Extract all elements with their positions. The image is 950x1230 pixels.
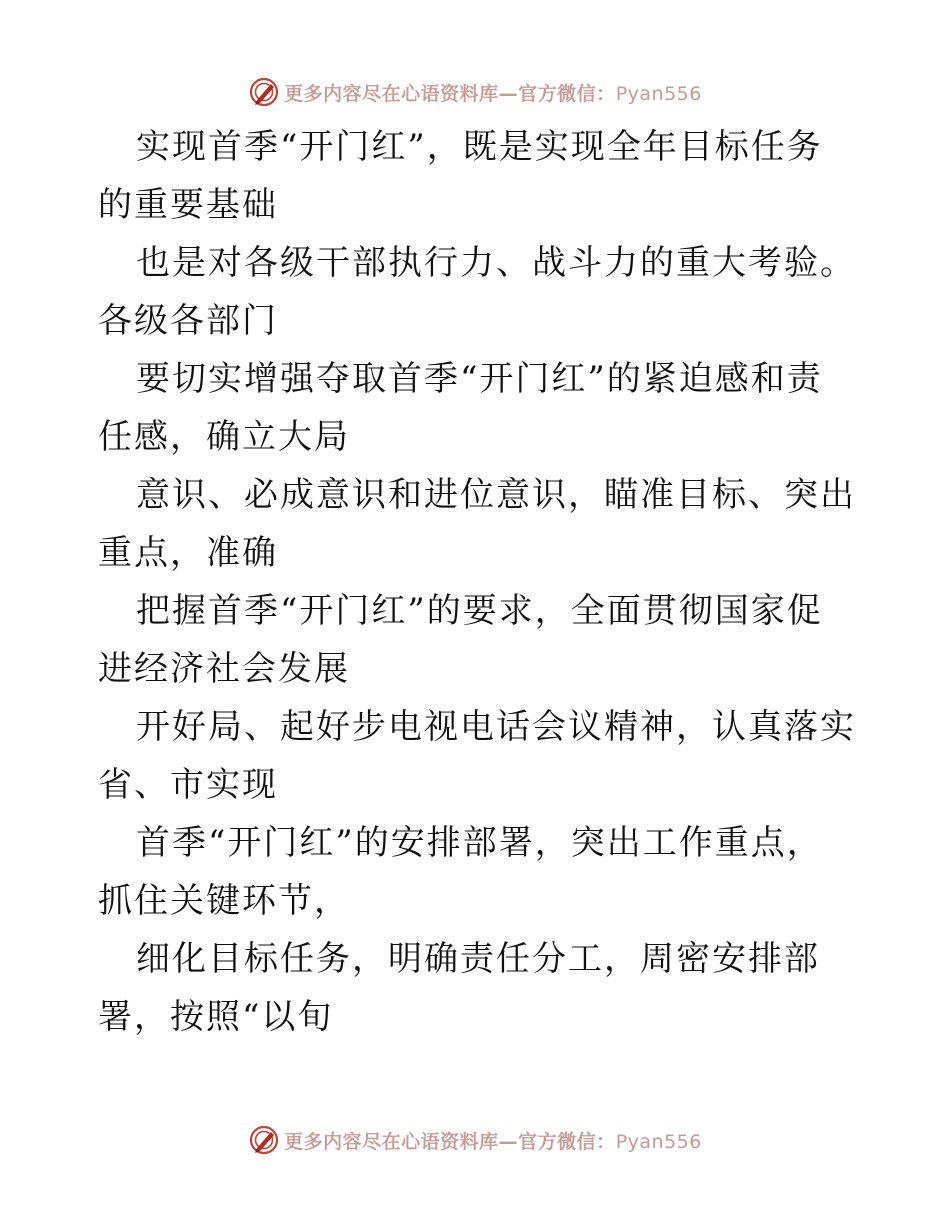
- header-wechat-id: Pyan556: [615, 82, 702, 105]
- footer-banner: [0, 1120, 950, 1160]
- paragraph: 把握首季“开门红”的要求，全面贯彻国家促进经济社会发展: [98, 591, 823, 689]
- paragraph: 也是对各级干部执行力、战斗力的重大考验。各级各部门: [98, 243, 856, 341]
- footer-wechat-id: Pyan556: [615, 1130, 702, 1153]
- paragraph: 细化目标任务，明确责任分工，周密安排部署，按照“以旬: [98, 939, 820, 1037]
- header-banner-text: [284, 79, 702, 106]
- document-body: [98, 118, 858, 1046]
- footer-banner-main: 更多内容尽在心语资料库: [284, 1130, 499, 1153]
- paragraph: 要切实增强夺取首季“开门红”的紧迫感和责任感，确立大局: [98, 359, 823, 457]
- pen-logo-icon: [248, 1124, 280, 1156]
- paragraph: 开好局、起好步电视电话会议精神，认真落实省、市实现: [98, 707, 856, 805]
- footer-banner-text: [284, 1127, 702, 1154]
- paragraph: 意识、必成意识和进位意识，瞄准目标、突出重点，准确: [98, 475, 856, 573]
- header-banner-sub: —官方微信：: [498, 82, 616, 105]
- header-banner-main: 更多内容尽在心语资料库: [284, 82, 499, 105]
- header-banner: [0, 72, 950, 112]
- paragraph: 首季“开门红”的安排部署，突出工作重点，抓住关键环节，: [98, 823, 823, 921]
- footer-banner-sub: —官方微信：: [498, 1130, 616, 1153]
- pen-logo-icon: [248, 76, 280, 108]
- paragraph: 实现首季“开门红”，既是实现全年目标任务的重要基础: [98, 127, 823, 225]
